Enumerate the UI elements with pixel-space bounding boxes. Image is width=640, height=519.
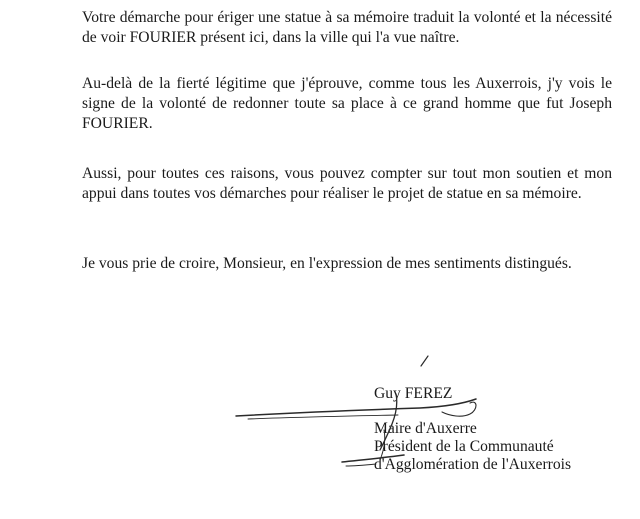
letter-paragraph-2: Au-delà de la fierté légitime que j'éprouve, comme tous les Auxerrois, j'y vois le signe de la volonté de redonner toute sa place à ce grand homme que fut Joseph FOURIER.	[82, 75, 612, 132]
signatory-role-line-2: d'Agglomération de l'Auxerrois	[374, 456, 572, 473]
signatory-title: Maire d'Auxerre	[374, 420, 477, 437]
letter-paragraph-1: Votre démarche pour ériger une statue à sa mémoire traduit la volonté et la nécessité de voir FOURIER présent ici, dans la ville qui l'a vue naître.	[82, 9, 612, 46]
letter-paragraph-3: Aussi, pour toutes ces raisons, vous pouvez compter sur tout mon soutien et mon appui dans toutes vos démarches pour réaliser le projet de statue en sa mémoire.	[82, 165, 612, 202]
signatory-role-line-1: Président de la Communauté	[374, 438, 554, 455]
signatory-name: Guy FEREZ	[374, 385, 453, 402]
letter-closing-paragraph: Je vous prie de croire, Monsieur, en l'expression de mes sentiments distingués.	[82, 255, 572, 272]
